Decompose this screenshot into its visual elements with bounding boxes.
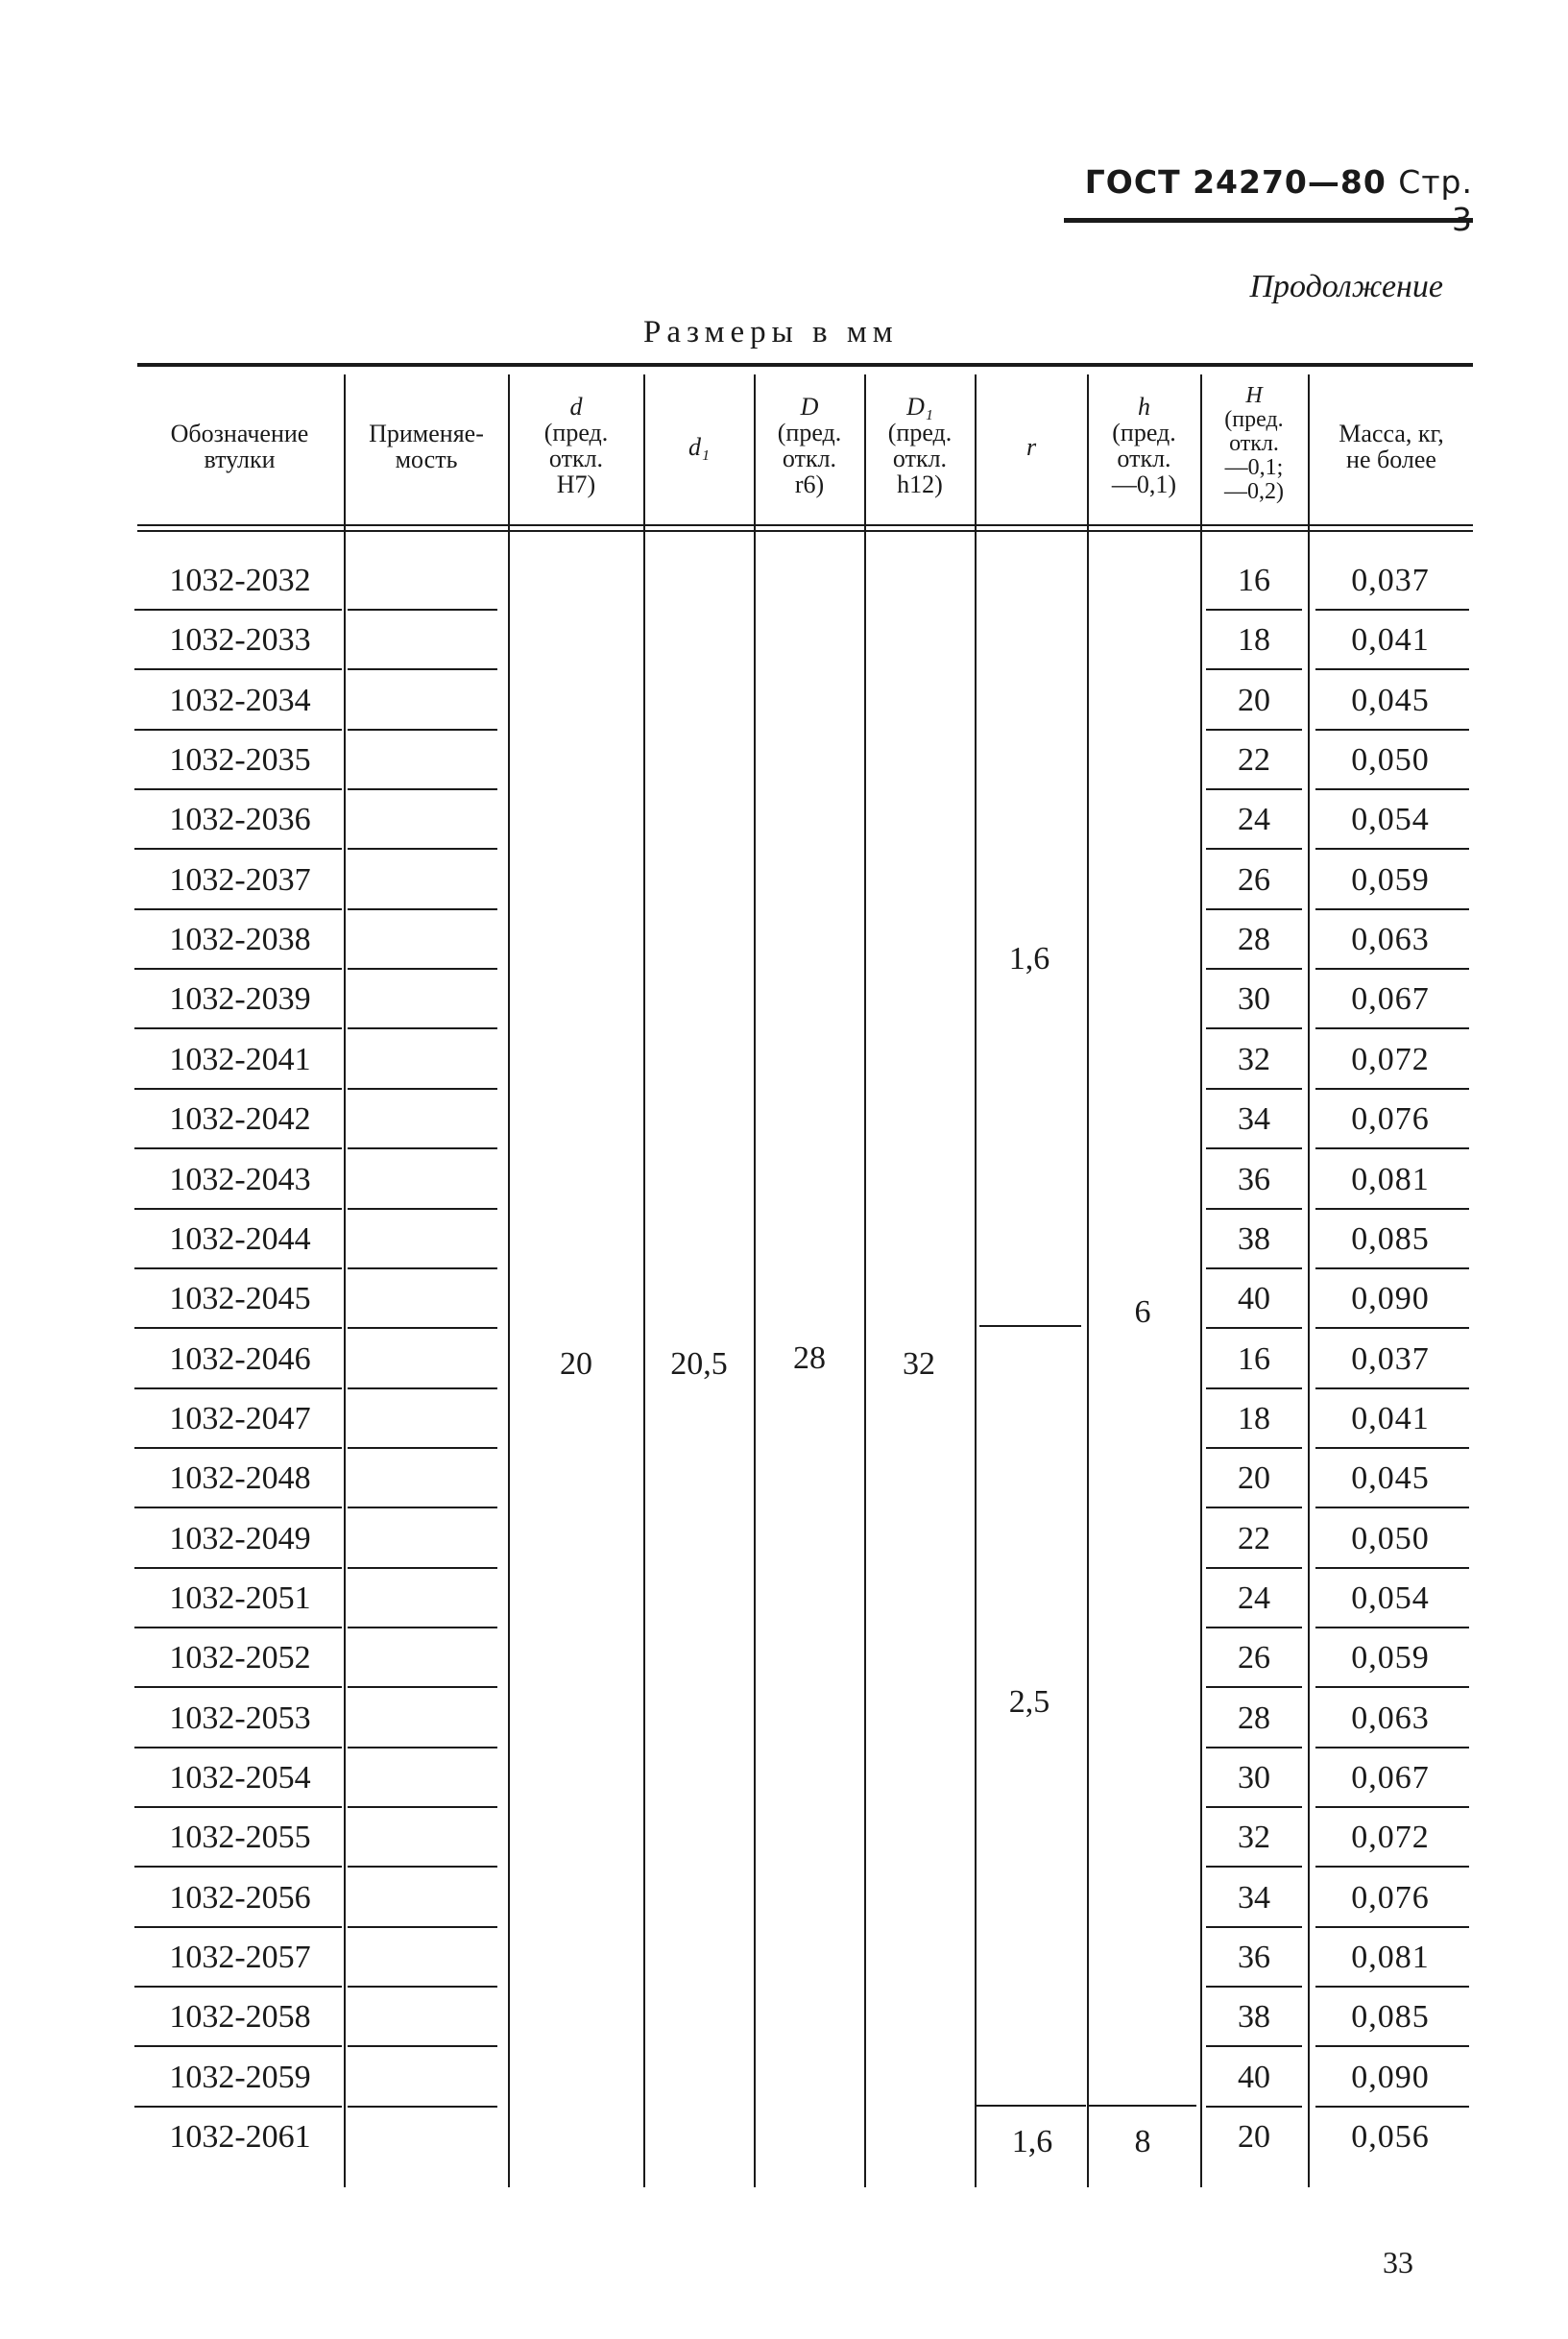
table-top-rule: [137, 363, 1473, 367]
mass-cell: 0,059: [1351, 1640, 1430, 1676]
H-cell: 34: [1238, 1879, 1270, 1916]
H-cell: 36: [1238, 1161, 1270, 1197]
H-cell: 32: [1238, 1820, 1270, 1856]
header-applicability: Применяе- мость: [369, 420, 484, 473]
mass-cell: 0,081: [1351, 1161, 1430, 1197]
H-cell: 24: [1238, 1579, 1270, 1616]
designation-cell: 1032-2035: [169, 742, 311, 779]
table-row: [0, 1689, 1568, 1748]
mass-cell: 0,059: [1351, 861, 1430, 898]
designation-cell: 1032-2051: [169, 1579, 311, 1616]
d1-value: 20,5: [670, 1346, 728, 1382]
mass-cell: 0,076: [1351, 1101, 1430, 1138]
standard-code: ГОСТ 24270—80: [1084, 163, 1387, 201]
H-cell: 16: [1238, 1340, 1270, 1377]
H-cell: 26: [1238, 1640, 1270, 1676]
mass-cell: 0,090: [1351, 2059, 1430, 2095]
H-cell: 38: [1238, 1999, 1270, 2036]
page-label: Стр.: [1398, 163, 1473, 201]
designation-cell: 1032-2032: [169, 563, 311, 598]
table-row: [0, 2048, 1568, 2108]
header-D: D (пред. откл. r6): [777, 393, 842, 498]
h-value-main: 6: [1134, 1294, 1151, 1330]
mass-cell: 0,056: [1351, 2119, 1430, 2156]
designation-cell: 1032-2033: [169, 622, 311, 659]
header-D1: D₁ (пред. откл. h12): [887, 393, 953, 498]
mass-cell: 0,067: [1351, 1760, 1430, 1796]
header-rule: [1064, 218, 1473, 223]
table-row: [0, 910, 1568, 970]
mass-cell: 0,072: [1351, 1041, 1430, 1077]
r-group-separator: [979, 1325, 1081, 1327]
header-r: r: [1025, 433, 1037, 461]
H-cell: 28: [1238, 1700, 1270, 1736]
designation-cell: 1032-2049: [169, 1520, 311, 1556]
designation-cell: 1032-2052: [169, 1640, 311, 1676]
designation-cell: 1032-2036: [169, 802, 311, 838]
mass-cell: 0,063: [1351, 922, 1430, 958]
designation-cell: 1032-2047: [169, 1400, 311, 1436]
table-row: [0, 1449, 1568, 1508]
table-row: [0, 851, 1568, 910]
r-last-separator: [977, 2105, 1086, 2107]
header-mass: Масса, кг, не более: [1339, 420, 1444, 473]
table-row: [0, 1269, 1568, 1329]
D-value: 28: [793, 1340, 826, 1376]
table-row: [0, 1988, 1568, 2047]
mass-cell: 0,072: [1351, 1820, 1430, 1856]
H-cell: 22: [1238, 742, 1270, 779]
table-row: [0, 1928, 1568, 1988]
header-bottom-rule-double: [137, 530, 1473, 532]
designation-cell: 1032-2058: [169, 1999, 311, 2036]
mass-cell: 0,041: [1351, 622, 1430, 659]
designation-cell: 1032-2056: [169, 1879, 311, 1916]
designation-cell: 1032-2042: [169, 1101, 311, 1138]
h-last-separator: [1089, 2105, 1196, 2107]
H-cell: 38: [1238, 1220, 1270, 1257]
table-row: [0, 1030, 1568, 1090]
H-cell: 28: [1238, 922, 1270, 958]
continued-label: Продолжение: [1249, 269, 1443, 304]
designation-cell: 1032-2039: [169, 981, 311, 1018]
mass-cell: 0,054: [1351, 1579, 1430, 1616]
table-row: [0, 1808, 1568, 1868]
units-caption: Размеры в мм: [643, 315, 899, 350]
table-row: [0, 1389, 1568, 1449]
designation-cell: 1032-2055: [169, 1820, 311, 1856]
table-row: [0, 1628, 1568, 1688]
mass-cell: 0,041: [1351, 1400, 1430, 1436]
header-designation: Обозначение втулки: [170, 420, 309, 473]
designation-cell: 1032-2061: [169, 2119, 311, 2156]
r-value-group1: 1,6: [1008, 941, 1050, 977]
H-cell: 36: [1238, 1940, 1270, 1976]
table-row: [0, 1569, 1568, 1628]
mass-cell: 0,085: [1351, 1220, 1430, 1257]
designation-cell: 1032-2059: [169, 2059, 311, 2095]
H-cell: 22: [1238, 1520, 1270, 1556]
header-bottom-rule: [137, 524, 1473, 526]
mass-cell: 0,045: [1351, 682, 1430, 718]
mass-cell: 0,037: [1351, 1340, 1430, 1377]
designation-cell: 1032-2054: [169, 1760, 311, 1796]
designation-cell: 1032-2034: [169, 682, 311, 718]
designation-cell: 1032-2041: [169, 1041, 311, 1077]
designation-cell: 1032-2044: [169, 1220, 311, 1257]
H-cell: 18: [1238, 1400, 1270, 1436]
H-cell: 40: [1238, 2059, 1270, 2095]
table-row: [0, 731, 1568, 790]
H-cell: 32: [1238, 1041, 1270, 1077]
mass-cell: 0,085: [1351, 1999, 1430, 2036]
D1-value: 32: [903, 1346, 935, 1382]
H-cell: 34: [1238, 1101, 1270, 1138]
mass-cell: 0,050: [1351, 1520, 1430, 1556]
header-H: H (пред. откл. —0,1; —0,2): [1224, 383, 1284, 504]
designation-cell: 1032-2053: [169, 1700, 311, 1736]
mass-cell: 0,067: [1351, 981, 1430, 1018]
H-cell: 18: [1238, 622, 1270, 659]
table-row: [0, 1090, 1568, 1149]
H-cell: 24: [1238, 802, 1270, 838]
table-row: [0, 970, 1568, 1029]
H-cell: 30: [1238, 1760, 1270, 1796]
table-row: [0, 1509, 1568, 1569]
designation-cell: 1032-2037: [169, 861, 311, 898]
mass-cell: 0,045: [1351, 1460, 1430, 1497]
table-row: [0, 611, 1568, 670]
running-header: [1066, 163, 1473, 238]
table-row: [0, 1748, 1568, 1808]
header-d1: d₁: [688, 433, 711, 461]
H-cell: 16: [1238, 563, 1270, 598]
r-value-group2: 2,5: [1008, 1684, 1050, 1720]
designation-cell: 1032-2038: [169, 922, 311, 958]
designation-cell: 1032-2057: [169, 1940, 311, 1976]
mass-cell: 0,076: [1351, 1879, 1430, 1916]
page-number: 33: [1383, 2245, 1413, 2279]
table-row: [0, 1210, 1568, 1269]
mass-cell: 0,063: [1351, 1700, 1430, 1736]
table-row: [0, 790, 1568, 850]
designation-cell: 1032-2045: [169, 1281, 311, 1317]
H-cell: 30: [1238, 981, 1270, 1018]
table-row: [0, 1150, 1568, 1210]
mass-cell: 0,054: [1351, 802, 1430, 838]
H-cell: 26: [1238, 861, 1270, 898]
mass-cell: 0,037: [1351, 563, 1430, 598]
header-d: d (пред. откл. H7): [543, 393, 609, 498]
header-h: h (пред. откл. —0,1): [1111, 393, 1177, 498]
table-row: [0, 551, 1568, 611]
H-cell: 20: [1238, 1460, 1270, 1497]
r-value-last: 1,6: [1011, 2124, 1053, 2159]
table-row: [0, 671, 1568, 731]
H-cell: 20: [1238, 2119, 1270, 2156]
designation-cell: 1032-2043: [169, 1161, 311, 1197]
d-value: 20: [560, 1346, 592, 1382]
mass-cell: 0,090: [1351, 1281, 1430, 1317]
designation-cell: 1032-2048: [169, 1460, 311, 1497]
mass-cell: 0,050: [1351, 742, 1430, 779]
table-row: [0, 2108, 1568, 2167]
designation-cell: 1032-2046: [169, 1340, 311, 1377]
h-value-last: 8: [1134, 2124, 1151, 2159]
table-row: [0, 1869, 1568, 1928]
H-cell: 20: [1238, 682, 1270, 718]
mass-cell: 0,081: [1351, 1940, 1430, 1976]
H-cell: 40: [1238, 1281, 1270, 1317]
